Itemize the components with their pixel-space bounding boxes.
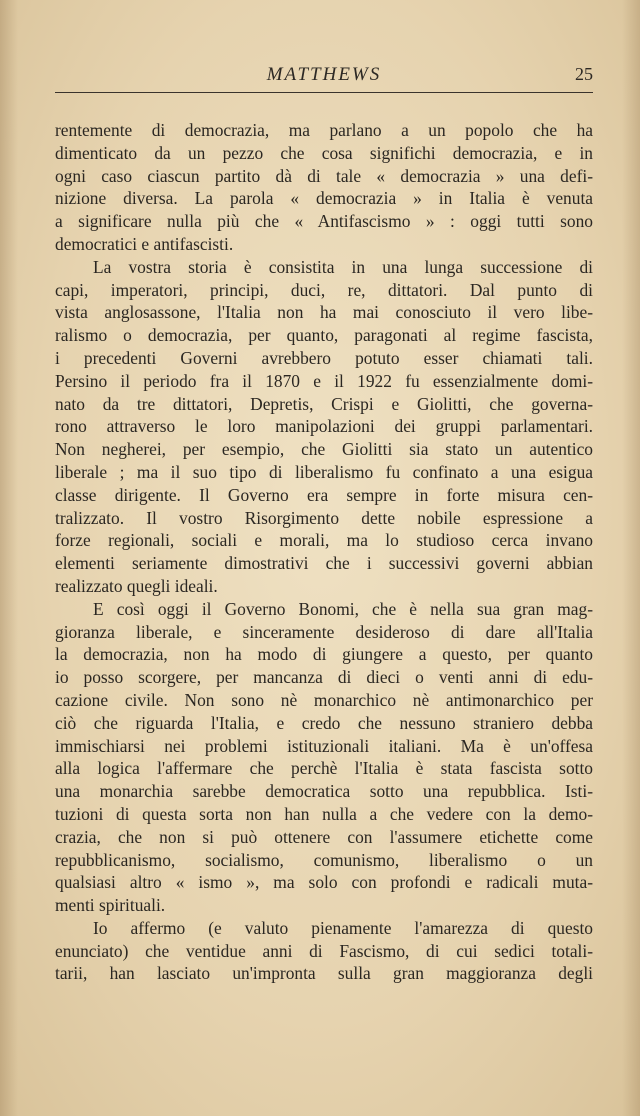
text-line: ogni caso ciascun partito dà di tale « democrazia » una defi- — [55, 165, 593, 186]
text-line: qualsiasi altro « ismo », ma solo con profondi e radicali muta- — [55, 872, 593, 893]
text-line: io posso scorgere, per mancanza di dieci o venti anni di edu- — [55, 667, 593, 688]
page-number: 25 — [575, 64, 593, 84]
running-title: MATTHEWS — [266, 64, 382, 85]
text-line: a significare nulla più che « Antifascismo » : oggi tutti sono — [55, 211, 593, 232]
text-line: una monarchia sarebbe democratica sotto una repubblica. Isti- — [55, 781, 593, 802]
text-line: Persino il periodo fra il 1870 e il 1922 fu essenzialmente domi- — [55, 370, 593, 391]
body-text — [55, 119, 593, 985]
text-line: gioranza liberale, e sinceramente desideroso di dare all'Italia — [55, 621, 593, 642]
text-line: dimenticato da un pezzo che cosa significhi democrazia, e in — [55, 142, 593, 163]
text-line: la democrazia, non ha modo di giungere a questo, per quanto — [55, 644, 593, 665]
text-line: vista anglosassone, l'Italia non ha mai conosciuto il vero libe- — [55, 302, 593, 323]
text-line: Non negherei, per esempio, che Giolitti sia stato un autentico — [55, 439, 593, 460]
text-line: i precedenti Governi avrebbero potuto esser chiamati tali. — [55, 347, 593, 368]
text-line: capi, imperatori, principi, duci, re, dittatori. Dal punto di — [55, 279, 593, 300]
text-line: rono attraverso le loro manipolazioni dei gruppi parlamentari. — [55, 416, 593, 437]
text-line: cazione civile. Non sono nè monarchico nè antimonarchico per — [55, 689, 593, 710]
text-line: tarii, han lasciato un'impronta sulla gran maggioranza degli — [55, 963, 593, 984]
text-line: La vostra storia è consistita in una lunga successione di — [93, 256, 593, 277]
page-edge-shadow-left — [0, 0, 18, 1116]
text-line: repubblicanismo, socialismo, comunismo, liberalismo o un — [55, 849, 593, 870]
text-line: alla logica l'affermare che perchè l'Italia è stata fascista sotto — [55, 758, 593, 779]
text-line: tuzioni di questa sorta non han nulla a che vedere con la demo- — [55, 803, 593, 824]
text-line: enunciato) che ventidue anni di Fascismo, di cui sedici totali- — [55, 940, 593, 961]
text-line: forze regionali, sociali e morali, ma lo studioso cerca invano — [55, 530, 593, 551]
text-line: nizione diversa. La parola « democrazia » in Italia è venuta — [55, 188, 593, 209]
text-line: liberale ; ma il suo tipo di liberalismo fu confinato a una esigua — [55, 461, 593, 482]
text-line: rentemente di democrazia, ma parlano a un popolo che ha — [55, 120, 593, 140]
text-line: Io affermo (e valuto pienamente l'amarezza di questo — [93, 917, 593, 938]
text-line: ciò che riguarda l'Italia, e credo che nessuno straniero debba — [55, 712, 593, 733]
text-line: ralismo o democrazia, per quanto, paragonati al regime fascista, — [55, 325, 593, 346]
page-edge-shadow-right — [622, 0, 640, 1116]
text-line: democratici e antifascisti. — [55, 233, 234, 254]
text-line: classe dirigente. Il Governo era sempre in forte misura cen- — [55, 484, 593, 505]
text-line: immischiarsi nei problemi istituzionali italiani. Ma è un'offesa — [55, 735, 593, 756]
text-line: crazia, che non si può ottenere con l'assumere etichette come — [55, 826, 593, 847]
running-header — [55, 58, 593, 93]
text-line: elementi seriamente dimostrativi che i successivi governi abbian — [55, 553, 593, 574]
text-line: realizzato quegli ideali. — [55, 575, 218, 596]
text-line: nato da tre dittatori, Depretis, Crispi e Giolitti, che governa- — [55, 393, 593, 414]
text-line: E così oggi il Governo Bonomi, che è nella sua gran mag- — [93, 598, 593, 619]
text-line: menti spirituali. — [55, 895, 166, 916]
text-line: tralizzato. Il vostro Risorgimento dette nobile espressione a — [55, 507, 593, 528]
